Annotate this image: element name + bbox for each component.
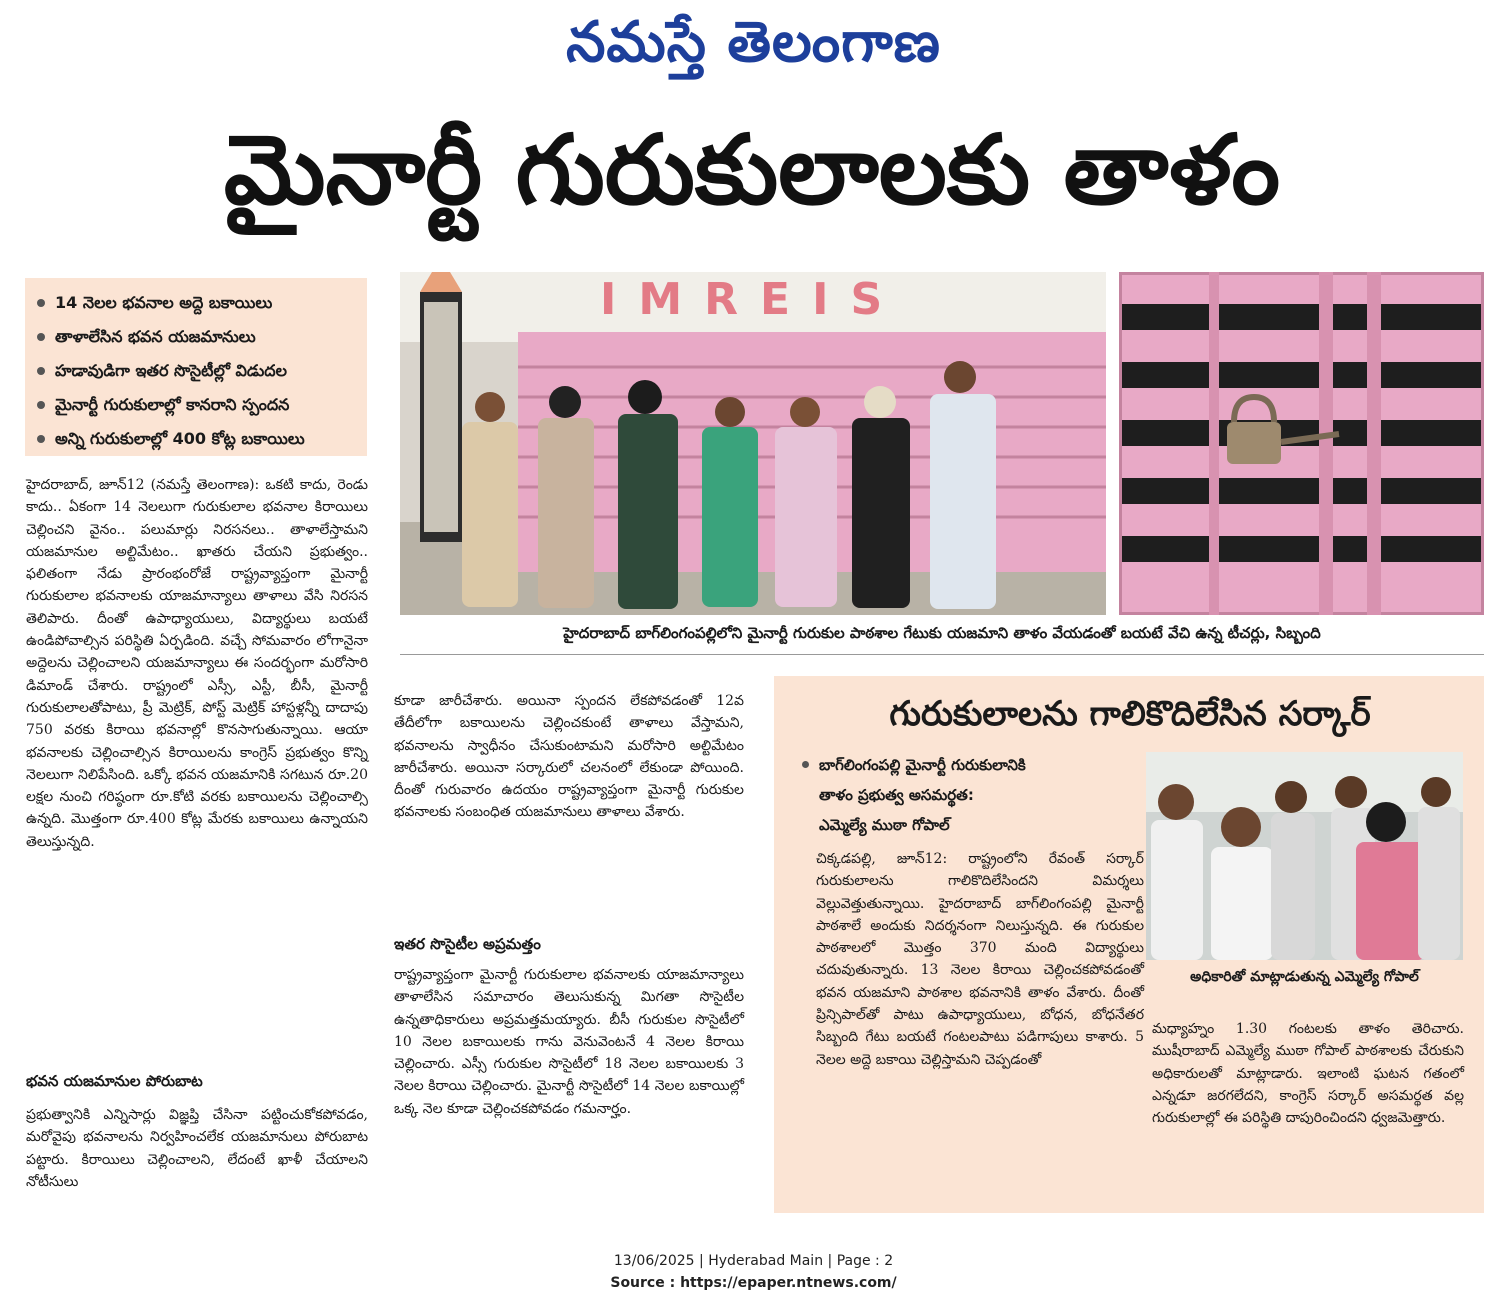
bullet-icon (37, 401, 45, 409)
bullet-icon (37, 333, 45, 341)
footer-date-edition: 13/06/2025 | Hyderabad Main | Page : 2 (613, 1253, 894, 1269)
footer-source: Source : https://epaper.ntnews.com/ (610, 1275, 897, 1291)
photo-padlocked-gate (1119, 272, 1484, 615)
subheading-owners-protest: భవన యజమానుల పోరుబాట (26, 1072, 203, 1090)
footer (0, 1250, 1507, 1294)
bullet-icon (37, 367, 45, 375)
bullet-icon (37, 435, 45, 443)
bullet-icon (802, 761, 809, 768)
headline: మైనార్టీ గురుకులాలకు తాళం (223, 114, 1281, 226)
highlight-item: తాళాలేసిన భవన యజమానులు (35, 320, 367, 354)
side-story-bullet: బాగ్‌లింగంపల్లి మైనార్టీ గురుకులానికి తాళం ప్రభుత్వ అసమర్థత: ఎమ్మెల్యే ముఠా గోపాల్ (800, 750, 1140, 840)
side-story-headline: గురుకులాలను గాలికొదిలేసిన సర్కార్ (889, 694, 1371, 734)
highlight-item: 14 నెలల భవనాల అద్దె బకాయిలు (35, 286, 367, 320)
article-column-1-continued: ప్రభుత్వానికి ఎన్నిసార్లు విజ్ఞప్తి చేసినా పట్టించుకోకపోవడం, మరోవైపు భవనాలను నిర్వహించలేక యజమానులు పోరుబాట పట్టారు. కిరాయిలు చెల్లించాలని, లేదంటే ఖాళీ చేయాలని నోటీసులు (26, 1107, 368, 1190)
article-column-2: కూడా జారీచేశారు. అయినా స్పందన లేకపోవడంతో 12వ తేదీలోగా బకాయిలను చెల్లించకుంటే తాళాలు వేస్తామని, భవనాలను స్వాధీనం చేసుకుంటామని మరోసారి అల్టిమేటం జారీచేశారు. అయినా సర్కారులో చలనంలో లేకుండా పోయింది. దీంతో గురువారం ఉదయం రాష్ట్రవ్యాప్తంగా మైనార్టీ గురుకుల భవనాలకు సంబంధిత యజమానులు తాళాలు వేశారు. (394, 693, 744, 821)
photo-sign-text: IMREIS (600, 274, 905, 325)
side-photo-caption: అధికారితో మాట్లాడుతున్న ఎమ్మెల్యే గోపాల్ (1190, 969, 1419, 985)
subheading-other-societies: ఇతర సొసైటీల అప్రమత్తం (394, 935, 541, 953)
photo-mla-speaking (1146, 752, 1463, 960)
photo-caption: హైదరాబాద్ బాగ్‌లింగంపల్లిలోని మైనార్టీ గురుకుల పాఠశాల గేటుకు యజమాని తాళం వేయడంతో బయటే వేచి ఉన్న టీచర్లు, సిబ్బంది (400, 620, 1484, 655)
highlight-item: హడావుడిగా ఇతర సొసైటీల్లో విడుదల (35, 354, 367, 388)
bullet-icon (37, 299, 45, 307)
article-column-1: హైదరాబాద్, జూన్12 (నమస్తే తెలంగాణ): ఒకటి కాదు, రెండు కాదు.. ఏకంగా 14 నెలలుగా గురుకులాల భవనాల కిరాయిలు చెల్లించని వైనం.. పలుమార్లు నిరసనలు.. తాళాలేస్తామని యజమానుల అల్టిమేటం.. ఖాతరు చేయని ప్రభుత్వం.. ఫలితంగా నేడు ప్రారంభంరోజే రాష్ట్రవ్యాప్తంగా మైనార్టీ గురుకులాల భవనాలకు యాజమాన్యాలు తాళాలు వేసి నిరసన తెలిపారు. దీంతో ఉపాధ్యాయులు, విద్యార్థులు బయటే ఉండిపోవాల్సిన పరిస్థితి ఏర్పడింది. వచ్చే సోమవారం లోగానైనా అద్దెలను చెల్లించాలని యజమాన్యాలు ఈ సందర్భంగా మరోసారి డిమాండ్ చేశారు. రాష్ట్రంలో ఎస్సీ, ఎస్టీ, బీసీ, మైనార్టీ గురుకులాలతోపాటు, ప్రీ మెట్రిక్, పోస్ట్ మెట్రిక్ హాస్టళ్లన్నీ దాదాపు 750 వరకు కిరాయి భవనాల్లో కొనసాగుతున్నాయి. ఆయా భవనాలకు చెల్లించాల్సిన కిరాయిలను కాంగ్రెస్ ప్రభుత్వం కొన్ని నెలలుగా నిలిపేసింది. ఒక్కో భవన యజమానికి సగటున రూ.20 లక్షల నుంచి గరిష్ఠంగా రూ.కోటి వరకు బకాయిలను చెల్లించాల్సి ఉన్నది. మొత్తంగా రూ.400 కోట్ల మేరకు బకాయిలు ఉన్నాయని తెలుస్తున్నది. (26, 477, 369, 850)
article-column-2-continued: రాష్ట్రవ్యాప్తంగా మైనార్టీ గురుకులాల భవనాలకు యాజమాన్యాలు తాళాలేసిన సమాచారం తెలుసుకున్న మిగతా సొసైటీల ఉన్నతాధికారులు అప్రమత్తమయ్యారు. బీసీ గురుకుల సొసైటీలో 10 నెలల బకాయిలకు గాను వెనువెంటనే 4 నెలల కిరాయి చెల్లించారు. ఎస్సీ గురుకుల సొసైటీలో 18 నెలల బకాయిలకు 3 నెలల కిరాయి చెల్లించారు. మైనార్టీ సొసైటీలో 14 నెలల బకాయిల్లో ఒక్క నెల కూడా చెల్లించకపోవడం గమనార్హం. (394, 967, 744, 1117)
photo-teachers-at-gate (400, 272, 1106, 615)
highlight-item: అన్ని గురుకులాల్లో 400 కోట్ల బకాయిలు (35, 422, 367, 456)
masthead-logo: నమస్తే తెలంగాణ (566, 10, 941, 75)
side-story-column-1: చిక్కడపల్లి, జూన్12: రాష్ట్రంలోని రేవంత్ సర్కార్ గురుకులాలను గాలికొదిలేసిందని విమర్శలు వెల్లువెత్తుతున్నాయి. హైదరాబాద్ బాగ్‌లింగంపల్లి మైనార్టీ పాఠశాలే అందుకు నిదర్శనంగా నిలుస్తున్నది. ఈ గురుకుల పాఠశాలలో మొత్తం 370 మంది విద్యార్థులు చదువుతున్నారు. 13 నెలల కిరాయి చెల్లించకపోవడంతో భవన యజమాని పాఠశాల భవనానికి తాళం వేశారు. దీంతో ప్రిన్సిపాల్‌తో పాటు ఉపాధ్యాయులు, బోధన, బోధనేతర సిబ్బంది గేటు బయటే గంటలపాటు పడిగాపులు కాశారు. 5 నెలల అద్దె బకాయి చెల్లిస్తామని చెప్పడంతో (816, 851, 1144, 1068)
side-story-column-2: మధ్యాహ్నం 1.30 గంటలకు తాళం తెరిచారు. ముషీరాబాద్ ఎమ్మెల్యే ముఠా గోపాల్ పాఠశాలకు చేరుకుని అధికారులతో మాట్లాడారు. ఇలాంటి ఘటన గతంలో ఎన్నడూ జరగలేదని, కాంగ్రెస్ సర్కార్ అసమర్థత వల్ల గురుకులాల్లో ఈ పరిస్థితి దాపురించిందని ధ్వజమెత్తారు. (1152, 1021, 1464, 1127)
highlights-box (25, 278, 367, 456)
highlight-item: మైనార్టీ గురుకులాల్లో కానరాని స్పందన (35, 388, 367, 422)
